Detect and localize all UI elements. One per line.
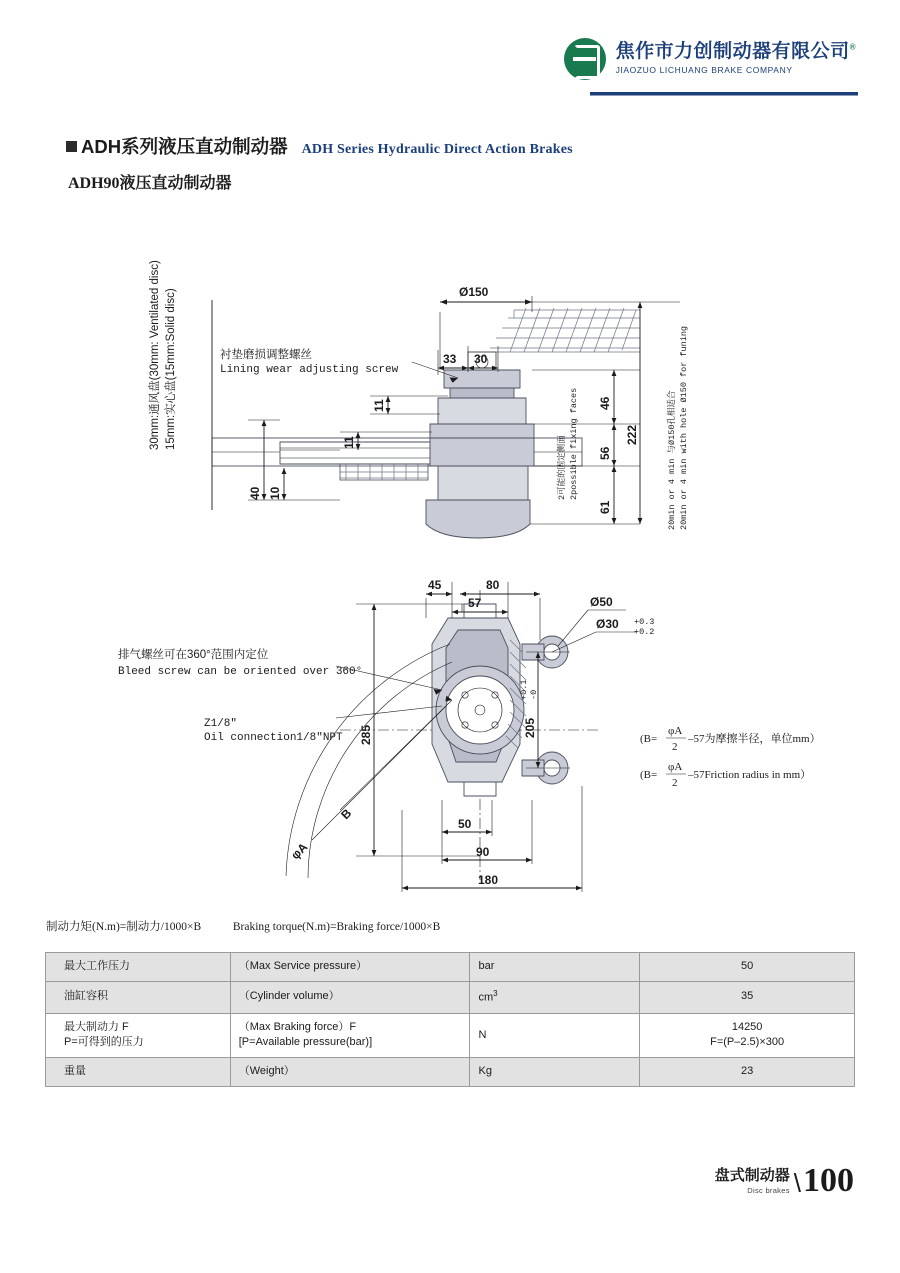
- dim-d45: 45: [428, 578, 442, 592]
- spec-name-cn-line2: P=可得到的压力: [64, 1036, 144, 1049]
- dim-d205: 205: [523, 717, 537, 738]
- dim-d11b: 11: [342, 436, 356, 449]
- footer-category-cn: 盘式制动器: [714, 1167, 790, 1184]
- dim-d30tol-up: +0.3: [634, 617, 655, 627]
- spec-name-cn-multiline: [46, 1013, 231, 1058]
- dim-dB: B: [338, 806, 355, 823]
- spec-name-en-multiline: [230, 1013, 470, 1058]
- spec-unit: [470, 981, 640, 1013]
- spec-value-multiline: [640, 1013, 855, 1058]
- formula-en: Braking torque(N.m)=Braking force/1000×B: [232, 921, 441, 933]
- dim-d56: 56: [598, 446, 612, 460]
- section-title: [66, 133, 573, 159]
- label-lining-en: Lining wear adjusting screw: [220, 364, 399, 376]
- spec-name-en-line2: [P=Available pressure(bar)]: [238, 1036, 373, 1049]
- company-name-cn: 焦作市力创制动器有限公司: [615, 41, 850, 63]
- label-hole-cn: 20min or 4 min 与Ø150孔相适合: [667, 390, 677, 530]
- dim-d46: 46: [598, 396, 612, 410]
- spec-name-en: （Weight）: [230, 1058, 470, 1087]
- specification-table: [45, 952, 855, 1087]
- note-frac-denominator-en: 2: [672, 777, 678, 789]
- spec-unit: N: [470, 1013, 640, 1058]
- dim-d90: 90: [476, 845, 490, 859]
- brand-mark-icon: [564, 38, 606, 80]
- spec-value: 35: [640, 981, 855, 1013]
- svg-text:(B=: (B=: [640, 733, 658, 745]
- note-friction-radius-en: [640, 761, 811, 789]
- dim-d30: 30: [474, 352, 488, 366]
- label-disc-note-15: 15mm:实心盘(15mm:Solid disc): [165, 288, 177, 450]
- spec-unit: bar: [470, 953, 640, 982]
- section-title-en: ADH Series Hydraulic Direct Action Brakes: [301, 142, 573, 157]
- label-oil-en: Oil connection1/8″NPT: [204, 732, 343, 744]
- dim-d222: 222: [625, 424, 639, 445]
- dim-d57: 57: [468, 596, 482, 610]
- header-divider-thin: [590, 95, 858, 96]
- technical-drawing: [40, 200, 860, 900]
- dim-d205-up: +0.1: [519, 679, 529, 700]
- dim-d10: 10: [268, 486, 282, 500]
- spec-name-en: （Max Service pressure）: [230, 953, 470, 982]
- section-title-cn: ADH系列液压直动制动器: [81, 136, 288, 157]
- disc-hatch: [484, 308, 640, 352]
- dim-d11a: 11: [372, 399, 386, 412]
- note-friction-radius-cn: [640, 725, 821, 753]
- spec-unit: Kg: [470, 1058, 640, 1087]
- table-row: [46, 1058, 855, 1087]
- dim-d30tol: Ø30: [596, 617, 619, 631]
- company-name-en: JIAOZUO LICHUANG BRAKE COMPANY: [615, 65, 793, 76]
- table-row: [46, 1013, 855, 1058]
- dim-d150: Ø150: [459, 285, 489, 299]
- dim-d205-dn: -0: [529, 689, 539, 700]
- label-bleed-en: Bleed screw can be oriented over 360°: [118, 666, 363, 678]
- table-row: [46, 981, 855, 1013]
- dim-d180: 180: [478, 873, 499, 887]
- note-frac-denominator-cn: 2: [672, 741, 678, 753]
- spec-name-en-line1: （Max Braking force）F: [238, 1020, 357, 1033]
- label-oil-cn: Z1/8″: [204, 718, 238, 730]
- dim-d30tol-dn: +0.2: [634, 627, 655, 637]
- label-disc-note-30: 30mm:通风盘(30mm: Ventilated disc): [149, 260, 161, 450]
- note-friction-text-cn: –57为摩擦半径，单位mm）: [688, 733, 821, 745]
- spec-value: 23: [640, 1058, 855, 1087]
- dim-dphiA: φA: [288, 840, 311, 863]
- label-lining-cn: 衬垫磨损调整螺丝: [220, 349, 312, 361]
- company-logo: [564, 38, 856, 80]
- spec-unit-text: cm: [478, 991, 494, 1004]
- spec-name-cn-line1: 最大制动力 F: [64, 1020, 129, 1033]
- page-subtitle: ADH90液压直动制动器: [68, 175, 232, 192]
- dim-d50c: Ø50: [590, 595, 613, 609]
- spec-value-line2: F=(P–2.5)×300: [710, 1036, 785, 1049]
- formula-cn: 制动力矩(N.m)=制动力/1000×B: [46, 921, 202, 933]
- braking-torque-formula: [46, 918, 440, 934]
- label-fixing-cn: 2可能的固定侧面: [557, 435, 567, 500]
- spec-value: 50: [640, 953, 855, 982]
- spec-value-line1: 14250: [731, 1020, 763, 1033]
- label-hole-en: 20min or 4 min with hole Ø150 for funing: [679, 325, 689, 530]
- dim-d50: 50: [458, 817, 472, 831]
- svg-text:(B=: (B=: [640, 769, 658, 781]
- footer-slash: \: [793, 1167, 801, 1198]
- page-number: 100: [803, 1162, 854, 1200]
- dim-d61: 61: [598, 500, 612, 514]
- spec-unit-exponent: 3: [493, 988, 498, 998]
- dim-d285: 285: [359, 724, 373, 745]
- page-footer: [714, 1162, 854, 1200]
- label-fixing-en: 2possible fixing faces: [569, 387, 579, 500]
- note-frac-numerator-cn: φA: [668, 725, 683, 737]
- note-friction-text-en: –57Friction radius in mm）: [688, 769, 812, 781]
- dim-d80: 80: [486, 578, 500, 592]
- table-row: [46, 953, 855, 982]
- dim-d33: 33: [443, 352, 457, 366]
- bullet-square-icon: [66, 141, 77, 152]
- registered-mark-icon: ®: [849, 43, 856, 53]
- spec-name-cn: 最大工作压力: [46, 953, 231, 982]
- spec-name-en: （Cylinder volume）: [230, 981, 470, 1013]
- dim-d40: 40: [248, 486, 262, 500]
- footer-category-en: Disc brakes: [747, 1186, 790, 1195]
- label-bleed-cn: 排气螺丝可在360°范围内定位: [118, 649, 269, 661]
- spec-name-cn: 油缸容积: [46, 981, 231, 1013]
- spec-name-cn: 重量: [46, 1058, 231, 1087]
- note-frac-numerator-en: φA: [668, 761, 683, 773]
